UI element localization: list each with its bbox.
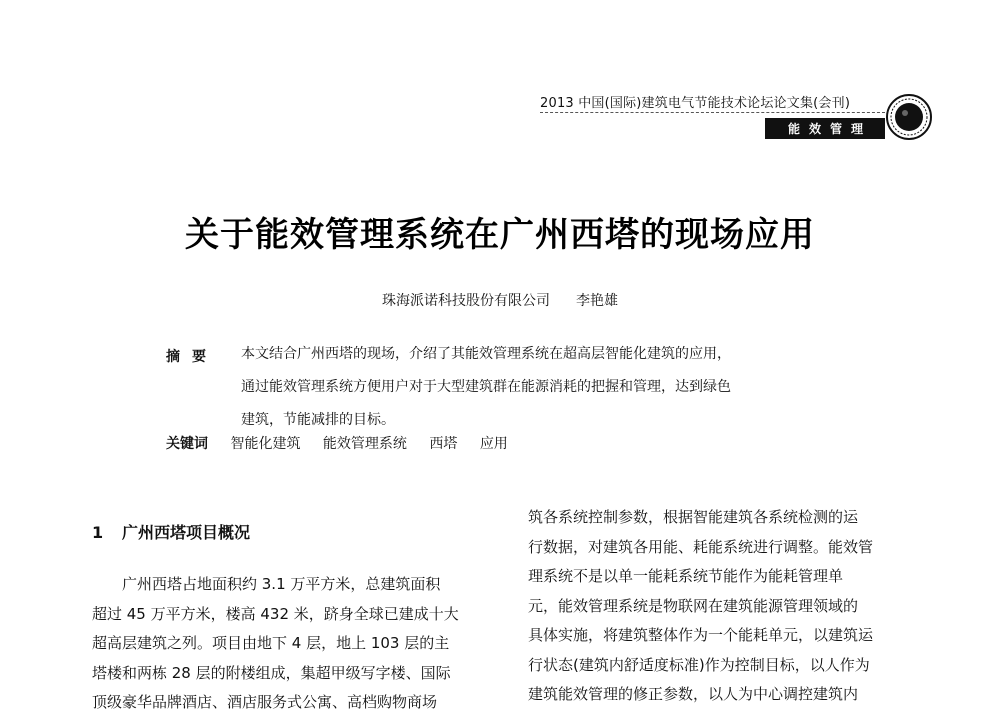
section-heading <box>92 520 502 544</box>
body-line: 顶级豪华品牌酒店、酒店服务式公寓、高档购物商场 <box>92 693 438 711</box>
keywords-label: 关键词 <box>166 436 208 452</box>
keyword: 能效管理系统 <box>322 436 407 452</box>
left-column <box>92 500 502 718</box>
keyword: 智能化建筑 <box>230 436 301 452</box>
journal-title: 2013 中国(国际)建筑电气节能技术论坛论文集(会刊) <box>540 96 851 111</box>
section-tag: 能效管理 <box>765 118 885 139</box>
header-divider <box>540 112 885 113</box>
section-title: 广州西塔项目概况 <box>122 523 251 542</box>
body-line: 建筑能效管理的修正参数，以人为中心调控建筑内 <box>528 685 859 703</box>
section-number: 1 <box>92 523 104 542</box>
body-line: 行数据，对建筑各用能、耗能系统进行调整。能效管 <box>528 537 874 556</box>
abstract-line: 通过能效管理系统方便用户对于大型建筑群在能源消耗的把握和管理，达到绿色 <box>241 379 731 395</box>
abstract-line: 本文结合广州西塔的现场，介绍了其能效管理系统在超高层智能化建筑的应用， <box>241 346 731 362</box>
abstract-label: 摘要 <box>166 349 218 365</box>
abstract-body <box>241 338 856 437</box>
author-name: 李艳雄 <box>576 293 618 309</box>
body-paragraph <box>528 503 938 710</box>
body-line: 超过 45 万平方米，楼高 432 米，跻身全球已建成十大 <box>92 604 459 623</box>
author-line <box>0 290 1000 310</box>
paper-title: 关于能效管理系统在广州西塔的现场应用 <box>185 215 815 255</box>
body-line: 元，能效管理系统是物联网在建筑能源管理领域的 <box>528 596 859 615</box>
abstract <box>166 346 856 437</box>
body-paragraph <box>92 570 502 718</box>
body-line: 理系统不是以单一能耗系统节能作为能耗管理单 <box>528 567 844 585</box>
body-line: 塔楼和两栋 28 层的附楼组成，集超甲级写字楼、国际 <box>92 663 451 682</box>
keyword: 应用 <box>479 436 508 452</box>
journal-seal-icon <box>886 94 932 140</box>
body-line: 超高层建筑之列。项目由地下 4 层，地上 103 层的主 <box>92 634 450 652</box>
body-line: 行状态(建筑内舒适度标准)作为控制目标，以人作为 <box>528 655 870 674</box>
author-affiliation: 珠海派诺科技股份有限公司 <box>382 293 550 309</box>
body-line: 筑各系统控制参数，根据智能建筑各系统检测的运 <box>528 508 859 526</box>
keyword: 西塔 <box>429 436 458 452</box>
journal-header <box>540 92 900 142</box>
abstract-line: 建筑，节能减排的目标。 <box>241 412 395 428</box>
keywords <box>166 433 508 453</box>
right-column <box>528 500 938 710</box>
body-line: 广州西塔占地面积约 3.1 万平方米，总建筑面积 <box>122 575 441 593</box>
body-line: 具体实施，将建筑整体作为一个能耗单元，以建筑运 <box>528 626 874 644</box>
